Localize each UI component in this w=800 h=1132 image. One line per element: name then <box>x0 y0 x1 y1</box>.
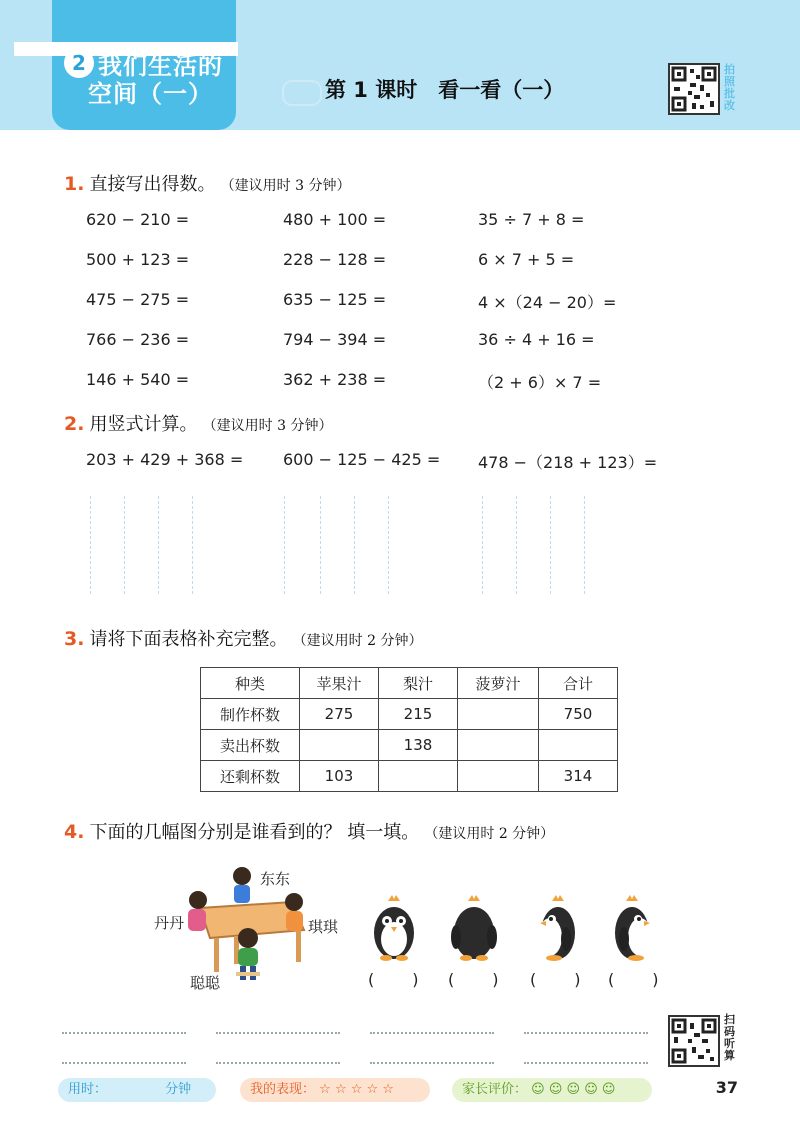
penguin-left-side-icon <box>528 895 584 965</box>
table-answer-cell[interactable] <box>458 761 539 792</box>
q3-text: 请将下面表格补充完整。 <box>89 629 288 650</box>
blank-open: ( <box>448 970 455 989</box>
table-cell: 215 <box>379 699 458 730</box>
q1-item: 620 − 210 = <box>86 210 190 229</box>
table-cell: 275 <box>300 699 379 730</box>
q1-item: 635 − 125 = <box>283 290 387 309</box>
q1-text: 直接写出得数。 <box>89 174 216 195</box>
blank-open: ( <box>608 970 615 989</box>
blank-close: ) <box>652 970 659 989</box>
q1-item: 35 ÷ 7 + 8 = <box>478 210 585 229</box>
penguin-right-side-icon <box>606 895 662 965</box>
table-row-label: 制作杯数 <box>201 699 300 730</box>
writing-line[interactable] <box>524 1032 648 1034</box>
parent-eval-pill[interactable] <box>452 1078 652 1102</box>
blank-close: ) <box>492 970 499 989</box>
q4-text: 下面的几幅图分别是谁看到的？ 填一填。 <box>89 822 420 843</box>
time-pill[interactable] <box>58 1078 216 1102</box>
parent-eval-label: 家长评价： <box>462 1082 528 1097</box>
blank-open: ( <box>368 970 375 989</box>
work-area-guide <box>158 496 159 594</box>
table-row <box>201 761 618 792</box>
qr-code-listen[interactable] <box>668 1015 720 1067</box>
q1-heading <box>64 170 350 196</box>
name-qiqi: 琪琪 <box>308 918 339 936</box>
answer-blank-1[interactable] <box>368 970 419 989</box>
q2-item: 600 − 125 − 425 = <box>283 450 441 469</box>
writing-line[interactable] <box>370 1062 494 1064</box>
juice-table <box>200 667 618 792</box>
name-dandan: 丹丹 <box>154 914 185 932</box>
work-area-guide <box>482 496 483 594</box>
table-answer-cell[interactable] <box>458 699 539 730</box>
performance-label: 我的表现： <box>250 1082 316 1097</box>
answer-blank-3[interactable] <box>530 970 581 989</box>
children-table-illustration <box>180 860 320 990</box>
penguin-front-view-icon <box>366 895 422 965</box>
writing-line[interactable] <box>370 1032 494 1034</box>
table-header-cell: 种类 <box>201 668 300 699</box>
table-cell: 750 <box>539 699 618 730</box>
q1-item: 36 ÷ 4 + 16 = <box>478 330 595 349</box>
qr-listen-label: 扫码听算 <box>724 1013 735 1062</box>
writing-line[interactable] <box>216 1032 340 1034</box>
table-answer-cell[interactable] <box>300 730 379 761</box>
q1-item: 146 + 540 = <box>86 370 190 389</box>
table-cell: 103 <box>300 761 379 792</box>
writing-line[interactable] <box>62 1062 186 1064</box>
work-area-guide <box>320 496 321 594</box>
page-number: 37 <box>715 1078 738 1097</box>
penguin-back-view-icon <box>446 895 502 965</box>
q3-tip: （建议用时 2 分钟） <box>292 633 423 649</box>
name-dongdong: 东东 <box>260 870 291 888</box>
work-area-guide <box>192 496 193 594</box>
work-area-guide <box>124 496 125 594</box>
table-header-cell: 苹果汁 <box>300 668 379 699</box>
work-area-guide <box>388 496 389 594</box>
table-header-row <box>201 668 618 699</box>
lesson-title: 第 1 课时 看一看（一） <box>325 78 565 102</box>
answer-blank-2[interactable] <box>448 970 499 989</box>
q1-item: 6 × 7 + 5 = <box>478 250 575 269</box>
work-area-guide <box>584 496 585 594</box>
table-answer-cell[interactable] <box>539 730 618 761</box>
writing-line[interactable] <box>524 1062 648 1064</box>
q2-text: 用竖式计算。 <box>89 414 198 435</box>
time-unit: 分钟 <box>165 1082 192 1097</box>
unit-title-line1: 我们生活的 <box>98 52 223 80</box>
table-header-cell: 梨汁 <box>379 668 458 699</box>
q1-item: 362 + 238 = <box>283 370 387 389</box>
smiley-rating-icon[interactable]: ☺ ☺ ☺ ☺ ☺ <box>531 1082 616 1097</box>
q1-item: 794 − 394 = <box>283 330 387 349</box>
q2-item: 478 −（218 + 123）= <box>478 453 658 472</box>
time-label: 用时： <box>68 1082 108 1097</box>
star-rating-icon[interactable]: ☆ ☆ ☆ ☆ ☆ <box>319 1082 394 1097</box>
table-row <box>201 730 618 761</box>
unit-title-line2: 空间（一） <box>88 80 213 108</box>
lesson-decoration <box>282 80 322 106</box>
q4-heading <box>64 818 554 844</box>
q3-heading <box>64 625 422 651</box>
qr-code-grade[interactable] <box>668 63 720 115</box>
q1-item: 228 − 128 = <box>283 250 387 269</box>
q2-item: 203 + 429 + 368 = <box>86 450 244 469</box>
work-area-guide <box>284 496 285 594</box>
q3-number: 3. <box>64 628 85 650</box>
table-cell: 138 <box>379 730 458 761</box>
table-cell: 314 <box>539 761 618 792</box>
writing-line[interactable] <box>62 1032 186 1034</box>
q1-item: 480 + 100 = <box>283 210 387 229</box>
unit-number-badge: 2 <box>64 48 94 78</box>
name-congcong: 聪聪 <box>190 974 221 992</box>
writing-line[interactable] <box>216 1062 340 1064</box>
table-row-label: 还剩杯数 <box>201 761 300 792</box>
table-header-cell: 菠萝汁 <box>458 668 539 699</box>
q1-item: 475 − 275 = <box>86 290 190 309</box>
performance-pill[interactable] <box>240 1078 430 1102</box>
q2-number: 2. <box>64 413 85 435</box>
q1-item: 500 + 123 = <box>86 250 190 269</box>
answer-blank-4[interactable] <box>608 970 659 989</box>
table-answer-cell[interactable] <box>379 761 458 792</box>
qr-code-icon <box>670 1017 718 1065</box>
blank-close: ) <box>412 970 419 989</box>
q2-tip: （建议用时 3 分钟） <box>202 418 333 434</box>
q1-number: 1. <box>64 173 85 195</box>
work-area-guide <box>516 496 517 594</box>
work-area-guide <box>550 496 551 594</box>
table-row <box>201 699 618 730</box>
q1-item: 766 − 236 = <box>86 330 190 349</box>
q4-tip: （建议用时 2 分钟） <box>424 826 555 842</box>
qr-code-icon <box>670 65 718 113</box>
table-row-label: 卖出杯数 <box>201 730 300 761</box>
blank-close: ) <box>574 970 581 989</box>
qr-grade-label: 拍照批改 <box>724 63 735 112</box>
q1-item: 4 ×（24 − 20）= <box>478 293 617 312</box>
q2-heading <box>64 410 332 436</box>
table-answer-cell[interactable] <box>458 730 539 761</box>
q1-tip: （建议用时 3 分钟） <box>220 178 351 194</box>
blank-open: ( <box>530 970 537 989</box>
q4-number: 4. <box>64 821 85 843</box>
work-area-guide <box>90 496 91 594</box>
work-area-guide <box>354 496 355 594</box>
q1-item: （2 + 6）× 7 = <box>478 373 602 392</box>
table-header-cell: 合计 <box>539 668 618 699</box>
